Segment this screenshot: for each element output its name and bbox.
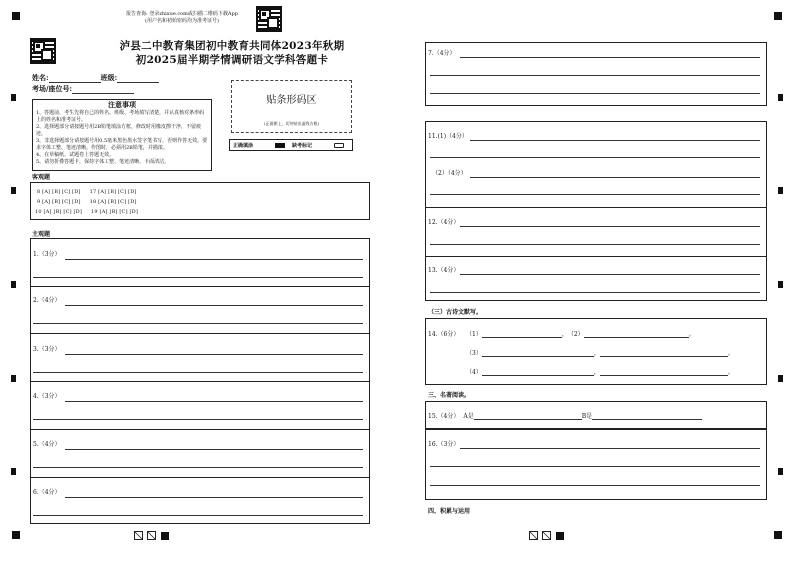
answer-line[interactable] [33, 277, 363, 278]
answer-line[interactable] [470, 177, 760, 178]
question-divider [31, 429, 369, 430]
choice-row[interactable]: 8 [A] [B] [C] [D] 17 [A] [B] [C] [D] [37, 189, 137, 195]
seat-label: 考场/座位号: [32, 84, 73, 93]
answer-line[interactable] [33, 372, 363, 373]
blank-1-label: （1） [466, 331, 482, 338]
absent-mark-checkbox[interactable] [334, 143, 344, 148]
question-16-label: 16.（3分） [428, 441, 460, 448]
report-notice-line2: (用户名和初始密码均为准考证号) [145, 18, 219, 24]
objective-answer-box [30, 182, 370, 220]
answer-line[interactable] [430, 194, 760, 195]
notes-item: 1、答题前，考生先将自己的姓名、班级、考场填写清楚，并认真核对条形码上的姓名和准考证号。 [36, 110, 205, 123]
question-15-box [425, 401, 767, 429]
question-6-label: 6.（4分） [33, 489, 61, 496]
corner-marker-br [774, 531, 782, 539]
notes-box [32, 99, 212, 171]
timing-mark [11, 94, 16, 101]
question-16-box [425, 429, 767, 500]
question-12-label: 12.（4分） [428, 219, 460, 226]
poetry-heading: （三）古诗文默写。 [428, 309, 483, 316]
page-check-box [147, 531, 156, 540]
answer-line[interactable] [430, 466, 760, 467]
question-2-label: 2.（4分） [33, 297, 61, 304]
absent-mark-bar [229, 139, 353, 151]
answer-line[interactable] [33, 467, 363, 468]
objective-heading: 客观题 [32, 174, 51, 181]
question-13-label: 13.（4分） [428, 267, 460, 274]
question-divider [31, 333, 369, 334]
answer-line[interactable] [65, 259, 363, 260]
accumulation-heading: 四、积累与运用 [428, 508, 471, 515]
answer-line[interactable] [430, 157, 760, 158]
page-marker-right-bottom [556, 532, 564, 540]
barcode-hint: (正面朝上，切勿贴出虚线方框) [263, 121, 320, 126]
notes-item: 4、在草稿纸、试题卷上答题无效。 [36, 152, 115, 158]
q15-b-label: B是 [581, 413, 593, 420]
blank-2-label: （2） [567, 331, 584, 338]
choice-row[interactable]: 10 [A] [B] [C] [D] 19 [A] [B] [C] [D] [35, 209, 139, 215]
name-label: 姓名: [32, 73, 49, 82]
poetry-blank-4a[interactable] [482, 369, 594, 376]
class-input[interactable] [117, 76, 159, 83]
poetry-blank-2[interactable] [584, 331, 689, 338]
blank-4-label: （4） [466, 369, 482, 376]
notes-item: 2、选择题部分请按题号用2B铅笔填涂方框，修改时用橡皮擦干净，不留痕迹。 [36, 124, 202, 137]
timing-mark [11, 281, 16, 288]
poetry-blank-3a[interactable] [482, 350, 594, 357]
answer-line[interactable] [460, 448, 760, 449]
questions-11-13-box [425, 121, 767, 301]
answer-line[interactable] [460, 57, 760, 58]
download-qr-code [256, 6, 282, 32]
answer-line[interactable] [430, 292, 760, 293]
answer-line[interactable] [460, 274, 760, 275]
timing-mark [778, 94, 783, 101]
question-7-label: 7.（4分） [428, 50, 456, 57]
absent-fill-label: 正确填涂 [233, 143, 254, 149]
timing-mark [11, 375, 16, 382]
subjective-heading: 主观题 [32, 231, 51, 238]
blank-period: 。 [727, 369, 734, 376]
question-divider [31, 477, 369, 478]
blank-comma: ， [561, 331, 568, 338]
question-4-label: 4.（3分） [33, 393, 61, 400]
notes-item: 3、非选择题部分请按题号用0.5毫米黑色墨水签字笔书写，否则作答无效。要求字体工整、笔迹清晰。作图时，必须用2B铅笔，并描浓。 [36, 138, 208, 151]
barcode-title: 贴条形码区 [266, 95, 317, 106]
report-notice-line1: 报告查询: 登录zhixue.com或扫描二维码下载App [126, 11, 238, 17]
student-info [32, 72, 159, 94]
timing-mark [11, 468, 16, 475]
page-check-box [134, 531, 143, 540]
seat-input[interactable] [72, 87, 134, 94]
question-7-box [425, 42, 767, 106]
question-14-label: 14.（6分） [428, 331, 460, 338]
blank-3-label: （3） [466, 350, 482, 357]
classics-heading: 三、名著阅读。 [428, 392, 471, 399]
class-label: 班级: [100, 73, 118, 82]
question-divider [31, 286, 369, 287]
answer-line[interactable] [430, 93, 760, 94]
question-divider [426, 256, 766, 257]
report-notice [112, 11, 252, 25]
question-5-label: 5.（4分） [33, 441, 61, 448]
timing-mark [778, 375, 783, 382]
corner-marker-tl [12, 12, 20, 20]
question-3-label: 3.（3分） [33, 346, 61, 353]
poetry-blank-1[interactable] [482, 331, 562, 338]
timing-mark [778, 281, 783, 288]
exam-qr-code [30, 38, 56, 64]
exam-title [90, 39, 374, 67]
answer-line[interactable] [33, 419, 363, 420]
fill-example-swatch [275, 143, 285, 148]
exam-title-line2: 初2025届半期学情调研语文学科答题卡 [135, 54, 329, 66]
poetry-blank-3b[interactable] [600, 350, 728, 357]
question-divider [31, 381, 369, 382]
question-15-label: 15.（4分） [428, 413, 460, 420]
timing-mark [778, 187, 783, 194]
exam-title-line1: 泸县二中教育集团初中教育共同体2023年秋期 [119, 40, 345, 52]
subjective-left-box [30, 238, 370, 524]
question-14-box [425, 318, 767, 385]
answer-line[interactable] [65, 449, 363, 450]
blank-comma: ， [593, 369, 600, 376]
corner-marker-bl [12, 531, 20, 539]
answer-line[interactable] [470, 140, 760, 141]
question-11-1-label: 11.(1)（4分） [428, 133, 468, 140]
timing-mark [778, 468, 783, 475]
answer-line[interactable] [430, 75, 760, 76]
absent-mark-label: 缺考标记 [292, 143, 313, 149]
barcode-area [231, 80, 352, 133]
q15-b-blank[interactable] [592, 413, 702, 420]
answer-line[interactable] [33, 323, 363, 324]
q15-a-blank[interactable] [474, 413, 582, 420]
q15-a-label: A是 [463, 413, 474, 420]
blank-period: 。 [727, 350, 734, 357]
answer-line[interactable] [65, 305, 363, 306]
answer-line[interactable] [65, 354, 363, 355]
blank-comma: ， [593, 350, 600, 357]
answer-line[interactable] [460, 226, 760, 227]
answer-line[interactable] [65, 497, 363, 498]
corner-marker-tr [774, 12, 782, 20]
poetry-blank-4b[interactable] [600, 369, 728, 376]
notes-item: 5、请勿折叠答题卡，保持字体工整、笔迹清晰、卡面清洁。 [36, 159, 170, 165]
blank-period: 。 [688, 331, 695, 338]
page-check-box [542, 531, 551, 540]
timing-mark [11, 187, 16, 194]
page-check-box [529, 531, 538, 540]
answer-line[interactable] [65, 401, 363, 402]
answer-line[interactable] [430, 244, 760, 245]
notes-title: 注意事项 [108, 100, 136, 109]
question-11-2-label: （2）（4分） [432, 170, 467, 177]
name-input[interactable] [49, 76, 101, 83]
question-1-label: 1.（3分） [33, 251, 61, 258]
choice-row[interactable]: 9 [A] [B] [C] [D] 18 [A] [B] [C] [D] [37, 199, 137, 205]
answer-line[interactable] [33, 515, 363, 516]
page-marker-left-bottom [161, 532, 169, 540]
answer-line[interactable] [430, 485, 760, 486]
question-divider [426, 207, 766, 208]
